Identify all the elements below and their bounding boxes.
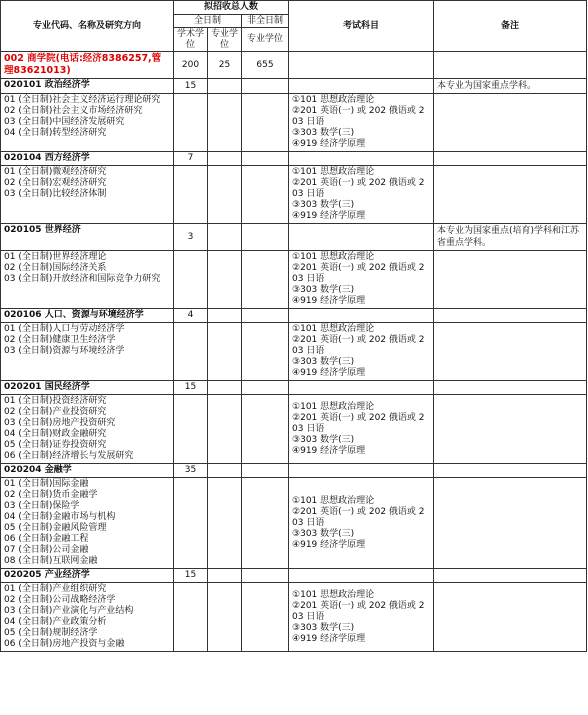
direction-item: 01 (全日制)投资经济研究 [4,396,107,406]
major-parttime-empty [242,224,289,251]
detail-professional-empty [208,94,242,152]
direction-list [1,583,174,652]
direction-item: 02 (全日制)宏观经济研究 [4,178,107,188]
detail-parttime-empty [242,94,289,152]
header-code: 专业代码、名称及研究方向 [1,1,174,52]
detail-professional-empty [208,323,242,381]
exam-subject-item: ①101 思想政治理论 [292,401,375,412]
direction-item: 05 (全日制)规制经济学 [4,628,98,638]
major-parttime-empty [242,309,289,323]
direction-list [1,251,174,309]
header-professional: 专业学位 [208,28,242,52]
direction-list [1,323,174,381]
exam-subjects [289,583,434,652]
major-note [434,309,587,323]
exam-subject-item: ③303 数学(三) [292,285,355,295]
detail-parttime-empty [242,166,289,224]
direction-item: 04 (全日制)转型经济研究 [4,128,107,138]
detail-professional-empty [208,166,242,224]
major-professional-empty [208,152,242,166]
direction-list [1,94,174,152]
exam-subject-item: ①101 思想政治理论 [292,495,375,506]
major-parttime-empty [242,79,289,94]
exam-subject-item: ④919 经济学原理 [292,139,366,149]
direction-item: 03 (全日制)房地产投资研究 [4,418,116,428]
direction-item: 01 (全日制)人口与劳动经济学 [4,324,125,334]
exam-subject-item: ④919 经济学原理 [292,368,366,378]
major-exam-empty [289,224,434,251]
major-title: 020201 国民经济学 [1,381,174,395]
major-note [434,569,587,583]
detail-count-empty [174,323,208,381]
major-title-row [1,309,587,323]
detail-parttime-empty [242,478,289,569]
detail-note-empty [434,395,587,464]
major-detail-row [1,94,587,152]
direction-item: 04 (全日制)金融市场与机构 [4,512,116,522]
direction-item: 02 (全日制)国际经济关系 [4,263,107,273]
college-exam-cell [289,52,434,79]
exam-subject-item: ①101 思想政治理论 [292,252,375,262]
direction-item: 02 (全日制)货币金融学 [4,490,98,500]
major-note: 本专业为国家重点学科。 [434,79,587,94]
detail-count-empty [174,94,208,152]
direction-item: 02 (全日制)产业投资研究 [4,407,107,417]
exam-subject-item: ②201 英语(一) 或 202 俄语或 203 日语 [292,600,425,622]
major-detail-row [1,251,587,309]
major-exam-empty [289,464,434,478]
detail-parttime-empty [242,395,289,464]
major-title-row [1,569,587,583]
exam-subject-item: ④919 经济学原理 [292,633,366,644]
detail-note-empty [434,323,587,381]
exam-subject-item: ①101 思想政治理论 [292,95,375,105]
direction-item: 08 (全日制)互联网金融 [4,556,98,566]
exam-subjects [289,94,434,152]
detail-professional-empty [208,478,242,569]
major-detail-row [1,323,587,381]
exam-subject-item: ③303 数学(三) [292,357,355,367]
direction-list [1,166,174,224]
detail-note-empty [434,583,587,652]
major-detail-row [1,395,587,464]
header-note: 备注 [434,1,587,52]
detail-parttime-empty [242,583,289,652]
exam-subject-item: ②201 英语(一) 或 202 俄语或 203 日语 [292,335,425,356]
exam-subject-item: ③303 数学(三) [292,128,355,138]
header-academic: 学术学位 [174,28,208,52]
major-exam-empty [289,309,434,323]
header-exam: 考试科目 [289,1,434,52]
major-title: 020204 金融学 [1,464,174,478]
direction-list [1,478,174,569]
major-exam-empty [289,381,434,395]
direction-item: 06 (全日制)金融工程 [4,534,89,544]
major-note [434,152,587,166]
exam-subjects [289,323,434,381]
exam-subject-item: ④919 经济学原理 [292,211,366,221]
detail-parttime-empty [242,251,289,309]
detail-count-empty [174,166,208,224]
direction-item: 05 (全日制)证券投资研究 [4,440,107,450]
major-title: 020205 产业经济学 [1,569,174,583]
college-name: 002 商学院(电话:经济8386257,管理83621013) [1,52,174,79]
major-parttime-empty [242,381,289,395]
exam-subject-item: ③303 数学(三) [292,528,355,539]
direction-item: 03 (全日制)开放经济和国际竞争力研究 [4,274,161,284]
exam-subjects [289,395,434,464]
exam-subject-item: ③303 数学(三) [292,434,355,445]
exam-subjects [289,478,434,569]
college-row [1,52,587,79]
major-count: 3 [174,224,208,251]
major-title-row [1,152,587,166]
major-professional-empty [208,381,242,395]
major-professional-empty [208,79,242,94]
header-total: 拟招收总人数 [174,1,289,15]
major-title: 020101 政治经济学 [1,79,174,94]
major-professional-empty [208,569,242,583]
direction-item: 06 (全日制)经济增长与发展研究 [4,451,134,461]
exam-subject-item: ②201 英语(一) 或 202 俄语或 203 日语 [292,178,425,199]
major-detail-row [1,583,587,652]
direction-item: 01 (全日制)产业组织研究 [4,584,107,594]
direction-item: 02 (全日制)健康卫生经济学 [4,335,116,345]
major-professional-empty [208,224,242,251]
major-count: 15 [174,79,208,94]
major-detail-row [1,478,587,569]
detail-note-empty [434,166,587,224]
major-count: 7 [174,152,208,166]
exam-subject-item: ④919 经济学原理 [292,445,366,456]
major-count: 4 [174,309,208,323]
major-parttime-empty [242,464,289,478]
major-exam-empty [289,569,434,583]
detail-count-empty [174,395,208,464]
exam-subject-item: ④919 经济学原理 [292,539,366,550]
detail-professional-empty [208,583,242,652]
major-title: 020106 人口、资源与环境经济学 [1,309,174,323]
major-count: 15 [174,381,208,395]
direction-item: 02 (全日制)公司战略经济学 [4,595,116,605]
detail-note-empty [434,94,587,152]
major-parttime-empty [242,152,289,166]
college-professional-count: 25 [208,52,242,79]
detail-professional-empty [208,251,242,309]
exam-subject-item: ④919 经济学原理 [292,296,366,306]
detail-note-empty [434,251,587,309]
major-parttime-empty [242,569,289,583]
exam-subject-item: ③303 数学(三) [292,622,355,633]
header-professional-parttime: 专业学位 [242,28,289,52]
major-detail-row [1,166,587,224]
major-count: 35 [174,464,208,478]
major-count: 15 [174,569,208,583]
direction-item: 02 (全日制)社会主义市场经济研究 [4,106,143,116]
exam-subjects [289,166,434,224]
exam-subject-item: ①101 思想政治理论 [292,589,375,600]
direction-list [1,395,174,464]
detail-parttime-empty [242,323,289,381]
direction-item: 03 (全日制)比较经济体制 [4,189,107,199]
major-note [434,464,587,478]
direction-item: 03 (全日制)中国经济发展研究 [4,117,125,127]
major-note: 本专业为国家重点(培育)学科和江苏省重点学科。 [434,224,587,251]
college-academic-count: 200 [174,52,208,79]
detail-count-empty [174,251,208,309]
major-title-row [1,79,587,94]
exam-subject-item: ②201 英语(一) 或 202 俄语或 203 日语 [292,412,425,434]
direction-item: 01 (全日制)微观经济研究 [4,167,107,177]
college-parttime-count: 655 [242,52,289,79]
direction-item: 01 (全日制)社会主义经济运行理论研究 [4,95,161,105]
college-note-cell [434,52,587,79]
exam-subject-item: ②201 英语(一) 或 202 俄语或 203 日语 [292,263,425,284]
major-professional-empty [208,464,242,478]
detail-count-empty [174,478,208,569]
exam-subject-item: ②201 英语(一) 或 202 俄语或 203 日语 [292,506,425,528]
header-fulltime: 全日制 [174,15,242,28]
major-title-row [1,224,587,251]
detail-note-empty [434,478,587,569]
detail-professional-empty [208,395,242,464]
direction-item: 04 (全日制)产业政策分析 [4,617,107,627]
major-title: 020104 西方经济学 [1,152,174,166]
direction-item: 01 (全日制)国际金融 [4,479,89,489]
exam-subject-item: ①101 思想政治理论 [292,167,375,177]
exam-subject-item: ③303 数学(三) [292,200,355,210]
exam-subject-item: ②201 英语(一) 或 202 俄语或 203 日语 [292,106,425,127]
header-parttime: 非全日制 [242,15,289,28]
major-note [434,381,587,395]
major-professional-empty [208,309,242,323]
major-title: 020105 世界经济 [1,224,174,251]
direction-item: 03 (全日制)产业演化与产业结构 [4,606,134,616]
direction-item: 01 (全日制)世界经济理论 [4,252,107,262]
direction-item: 03 (全日制)保险学 [4,501,80,511]
major-exam-empty [289,152,434,166]
direction-item: 06 (全日制)房地产投资与金融 [4,639,125,649]
exam-subjects [289,251,434,309]
major-exam-empty [289,79,434,94]
detail-count-empty [174,583,208,652]
direction-item: 03 (全日制)资源与环境经济学 [4,346,125,356]
major-title-row [1,464,587,478]
direction-item: 04 (全日制)财政金融研究 [4,429,107,439]
direction-item: 07 (全日制)公司金融 [4,545,89,555]
direction-item: 05 (全日制)金融风险管理 [4,523,107,533]
exam-subject-item: ①101 思想政治理论 [292,324,375,334]
major-title-row [1,381,587,395]
